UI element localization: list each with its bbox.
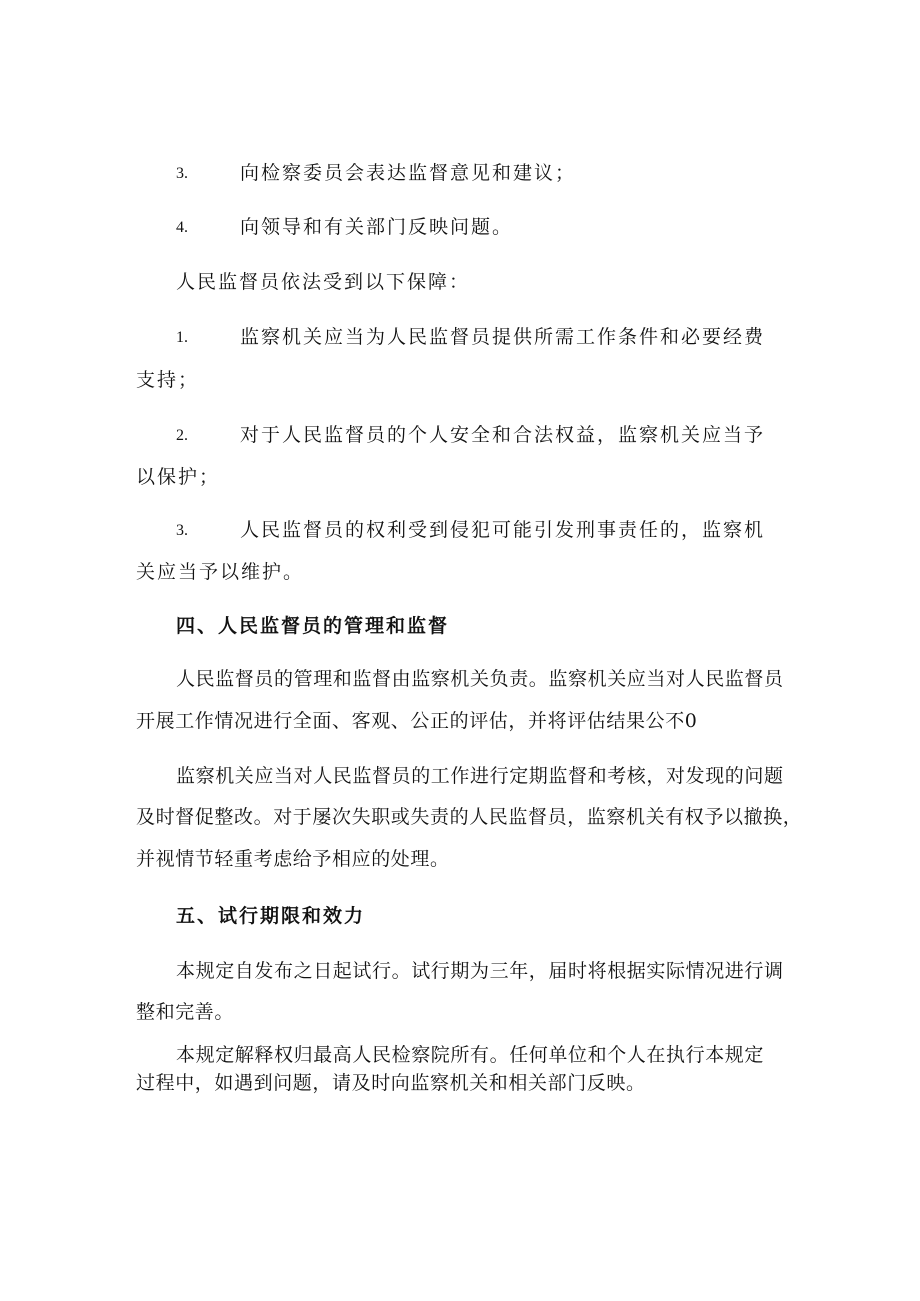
list-item-text: 监察机关应当为人民监督员提供所需工作条件和必要经费 — [240, 326, 766, 348]
list-item-text: 对于人民监督员的个人安全和合法权益，监察机关应当予 — [240, 424, 766, 446]
paragraph-line: 开展工作情况进行全面、客观、公正的评估，并将评估结果公不0 — [136, 710, 698, 732]
list-item-text: 向领导和有关部门反映问题。 — [240, 216, 514, 238]
paragraph-line: 及时督促整改。对于屡次失职或失责的人民监督员，监察机关有权予以撤换， — [136, 806, 803, 828]
paragraph-line: 过程中，如遇到问题，请及时向监察机关和相关部门反映。 — [136, 1072, 646, 1094]
list-item-text-cont: 支持； — [136, 369, 200, 391]
list-number: 3. — [176, 165, 188, 182]
list-item-text: 人民监督员的权利受到侵犯可能引发刑事责任的，监察机 — [240, 519, 766, 541]
paragraph-line: 并视情节轻重考虑给予相应的处理。 — [136, 848, 450, 870]
paragraph-line: 整和完善。 — [136, 1001, 235, 1023]
list-number: 1. — [176, 329, 188, 346]
list-item-text-cont: 以保护； — [136, 466, 221, 488]
list-number: 4. — [176, 219, 188, 236]
paragraph-line: 本规定自发布之日起试行。试行期为三年，届时将根据实际情况进行调 — [176, 960, 784, 982]
paragraph-line: 监察机关应当对人民监督员的工作进行定期监督和考核，对发现的问题 — [176, 765, 784, 787]
paragraph-line: 人民监督员的管理和监督由监察机关负责。监察机关应当对人民监督员 — [176, 668, 784, 690]
list-item-text-cont: 关应当予以维护。 — [136, 561, 305, 583]
list-number: 3. — [176, 522, 188, 539]
section-heading: 四、人民监督员的管理和监督 — [176, 615, 450, 637]
paragraph-line: 本规定解释权归最高人民检察院所有。任何单位和个人在执行本规定 — [176, 1044, 765, 1066]
guarantee-intro: 人民监督员依法受到以下保障： — [176, 271, 471, 293]
section-heading: 五、试行期限和效力 — [176, 905, 366, 927]
list-number: 2. — [176, 427, 188, 444]
list-item-text: 向检察委员会表达监督意见和建议； — [240, 162, 577, 184]
